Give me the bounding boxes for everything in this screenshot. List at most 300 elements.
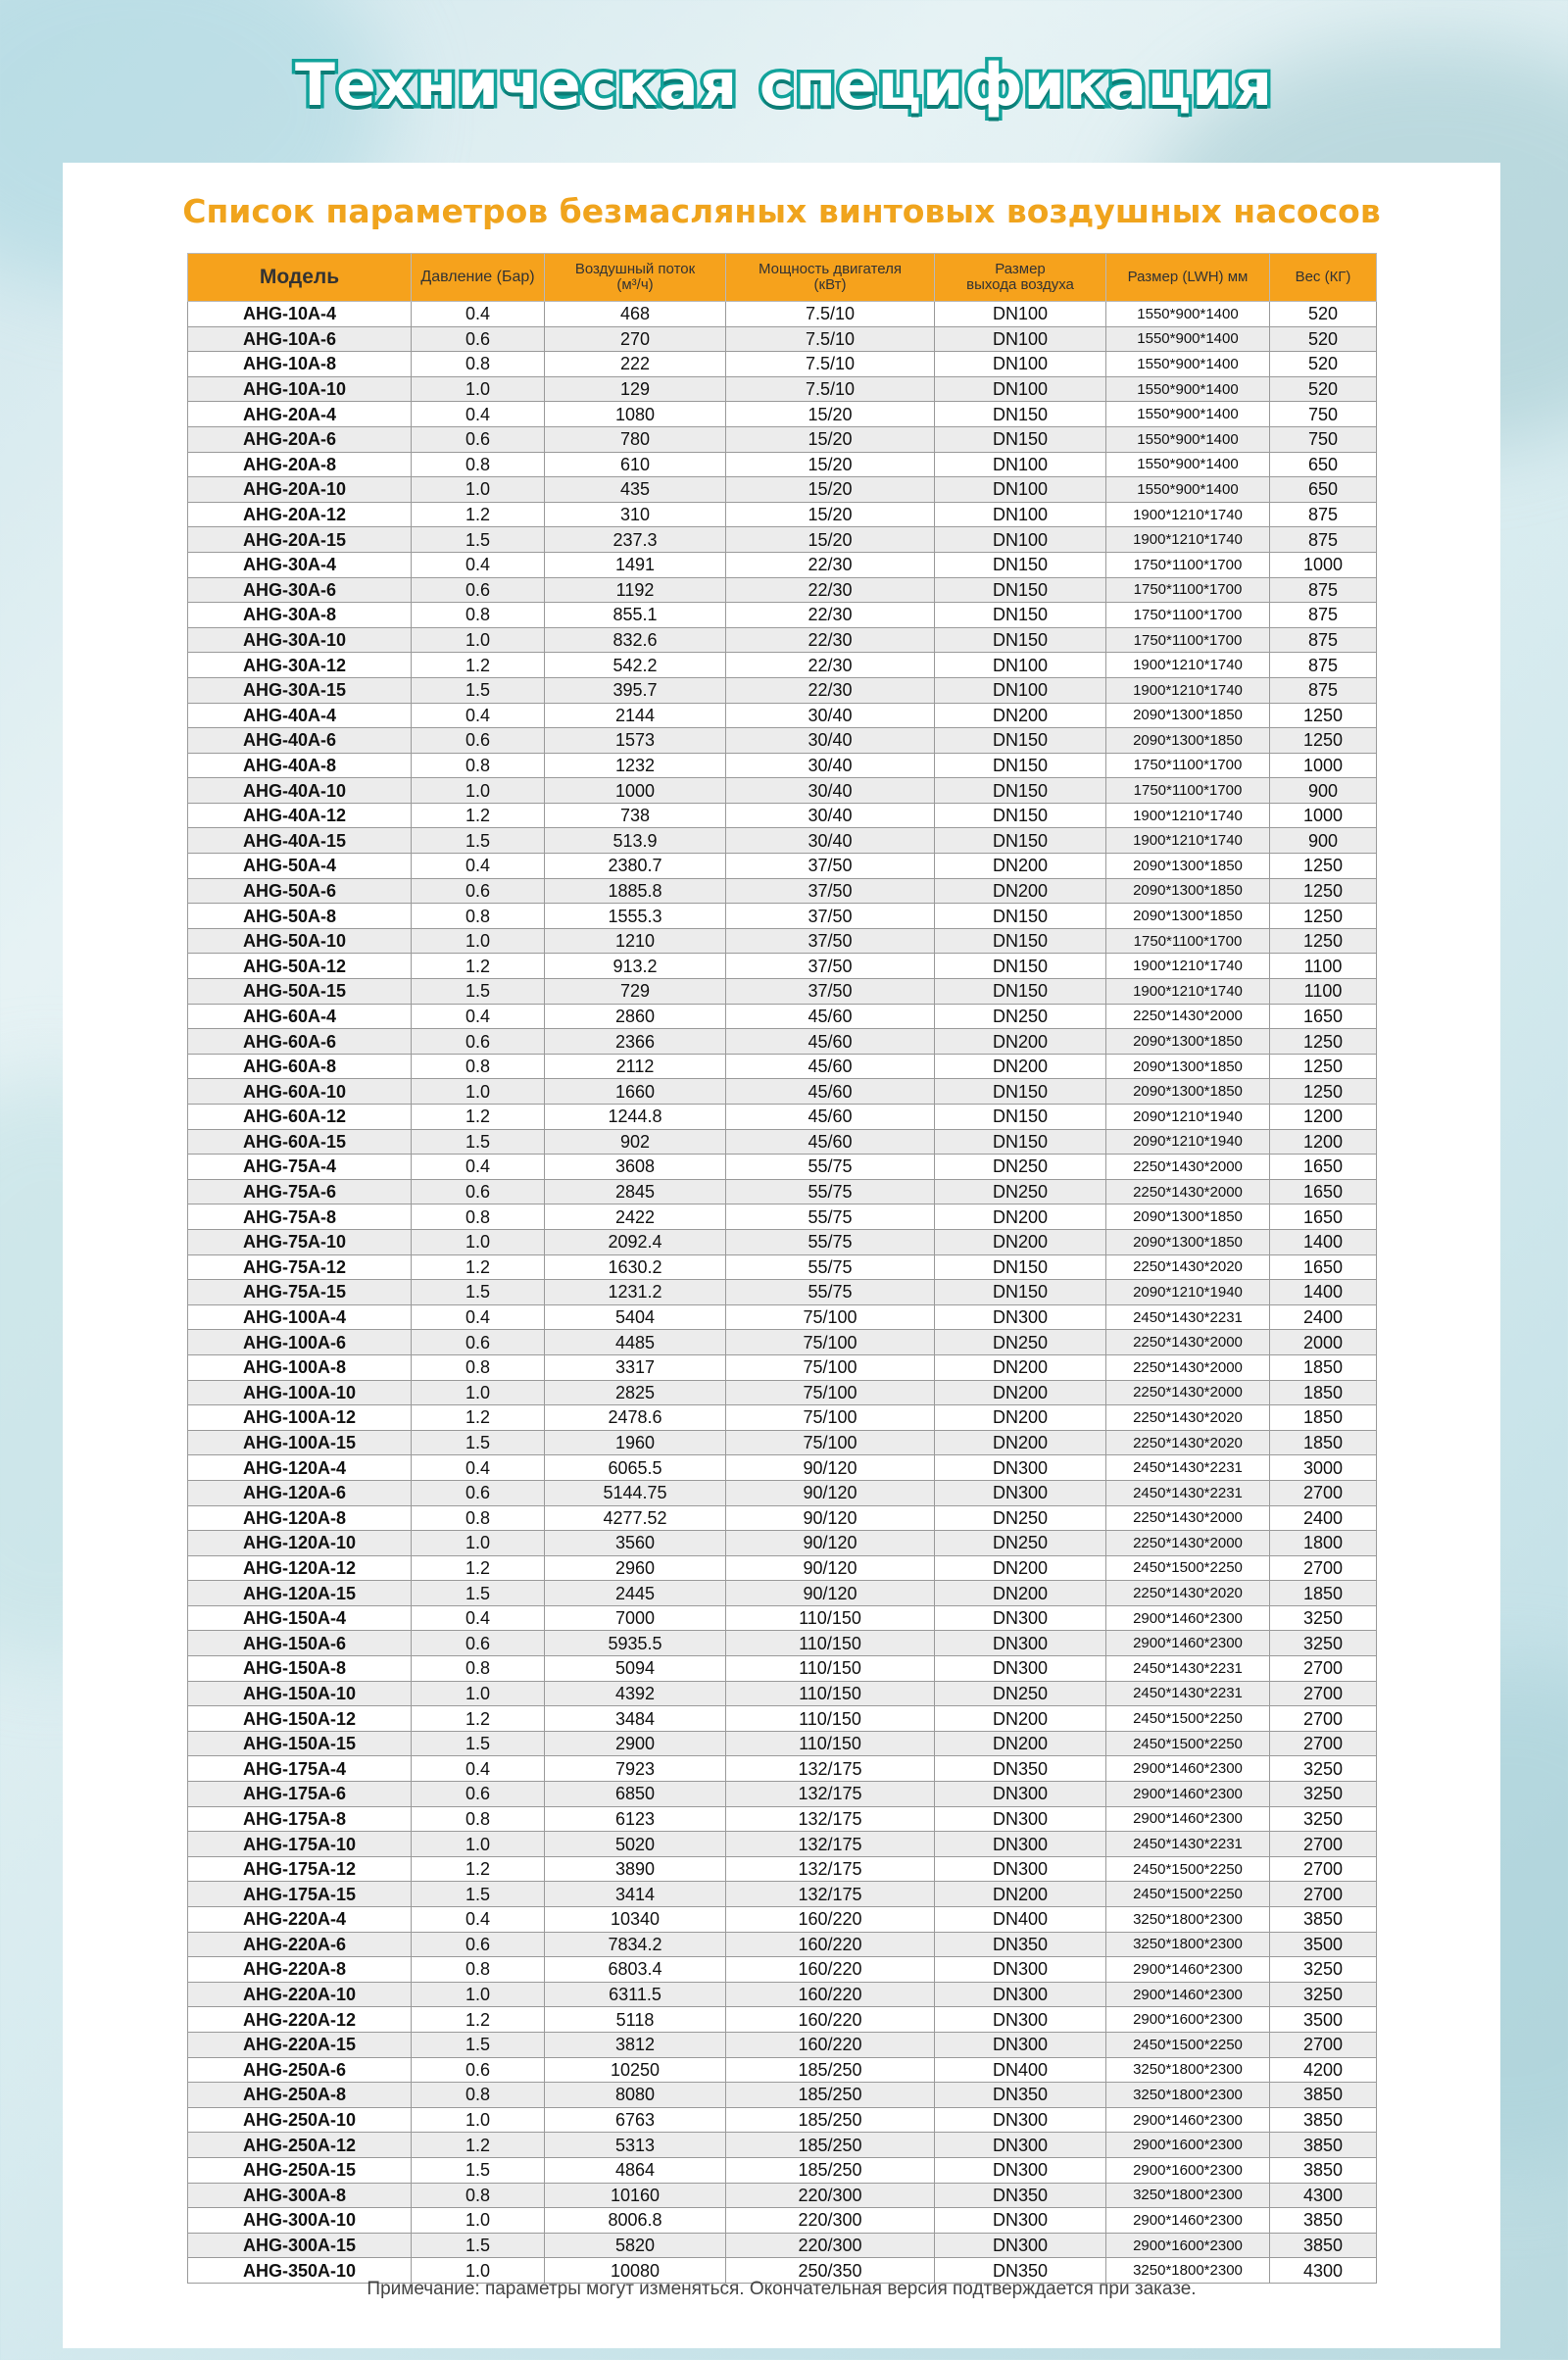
cell-outlet: DN150 bbox=[935, 728, 1106, 754]
table-row bbox=[188, 502, 1377, 527]
cell-model: AHG-100A-4 bbox=[188, 1304, 412, 1330]
cell-power: 185/250 bbox=[726, 2057, 935, 2083]
cell-dimensions: 2450*1430*2231 bbox=[1106, 1681, 1270, 1706]
header-weight: Вес (КГ) bbox=[1270, 254, 1377, 302]
table-row bbox=[188, 1029, 1377, 1055]
cell-outlet: DN100 bbox=[935, 653, 1106, 678]
table-row bbox=[188, 2157, 1377, 2183]
cell-pressure: 1.2 bbox=[412, 653, 545, 678]
cell-outlet: DN200 bbox=[935, 1882, 1106, 1907]
cell-model: AHG-220A-10 bbox=[188, 1982, 412, 2007]
cell-outlet: DN300 bbox=[935, 2032, 1106, 2057]
table-row bbox=[188, 577, 1377, 603]
cell-power: 110/150 bbox=[726, 1605, 935, 1631]
cell-weight: 1650 bbox=[1270, 1205, 1377, 1230]
cell-airflow: 610 bbox=[545, 452, 726, 477]
cell-power: 45/60 bbox=[726, 1029, 935, 1055]
cell-pressure: 0.4 bbox=[412, 1907, 545, 1933]
cell-weight: 3850 bbox=[1270, 2233, 1377, 2258]
cell-outlet: DN150 bbox=[935, 603, 1106, 628]
cell-power: 90/120 bbox=[726, 1480, 935, 1505]
cell-power: 22/30 bbox=[726, 627, 935, 653]
cell-weight: 3250 bbox=[1270, 1782, 1377, 1807]
cell-outlet: DN300 bbox=[935, 2007, 1106, 2033]
cell-dimensions: 2450*1430*2231 bbox=[1106, 1480, 1270, 1505]
cell-model: AHG-50A-8 bbox=[188, 904, 412, 929]
cell-weight: 875 bbox=[1270, 603, 1377, 628]
footnote: Примечание: параметры могут изменяться. Окончательная версия подтверждается при заказе. bbox=[367, 2279, 1197, 2299]
cell-dimensions: 3250*1800*2300 bbox=[1106, 1907, 1270, 1933]
cell-outlet: DN200 bbox=[935, 1205, 1106, 1230]
cell-weight: 1100 bbox=[1270, 979, 1377, 1005]
cell-dimensions: 1750*1100*1700 bbox=[1106, 753, 1270, 778]
cell-weight: 875 bbox=[1270, 577, 1377, 603]
cell-weight: 2400 bbox=[1270, 1505, 1377, 1531]
cell-airflow: 1232 bbox=[545, 753, 726, 778]
cell-weight: 2700 bbox=[1270, 1856, 1377, 1882]
cell-power: 15/20 bbox=[726, 402, 935, 427]
table-row bbox=[188, 1054, 1377, 1079]
cell-dimensions: 2450*1500*2250 bbox=[1106, 1882, 1270, 1907]
cell-power: 30/40 bbox=[726, 803, 935, 828]
cell-outlet: DN400 bbox=[935, 2057, 1106, 2083]
cell-airflow: 738 bbox=[545, 803, 726, 828]
table-row bbox=[188, 778, 1377, 804]
cell-power: 90/120 bbox=[726, 1555, 935, 1581]
cell-dimensions: 1900*1210*1740 bbox=[1106, 653, 1270, 678]
cell-airflow: 1080 bbox=[545, 402, 726, 427]
cell-pressure: 0.4 bbox=[412, 552, 545, 577]
cell-airflow: 222 bbox=[545, 352, 726, 377]
cell-airflow: 902 bbox=[545, 1129, 726, 1155]
cell-power: 160/220 bbox=[726, 2007, 935, 2033]
cell-power: 75/100 bbox=[726, 1380, 935, 1405]
table-row bbox=[188, 1380, 1377, 1405]
cell-dimensions: 2090*1300*1850 bbox=[1106, 703, 1270, 728]
table-row bbox=[188, 302, 1377, 327]
cell-power: 15/20 bbox=[726, 477, 935, 503]
cell-model: AHG-20A-15 bbox=[188, 527, 412, 553]
cell-airflow: 3812 bbox=[545, 2032, 726, 2057]
cell-airflow: 6803.4 bbox=[545, 1957, 726, 1983]
table-row bbox=[188, 2107, 1377, 2133]
cell-airflow: 2825 bbox=[545, 1380, 726, 1405]
header-outlet-label: Размер bbox=[995, 261, 1046, 278]
page-title: Техническая спецификация bbox=[295, 51, 1273, 120]
cell-model: AHG-120A-4 bbox=[188, 1455, 412, 1481]
table-row bbox=[188, 803, 1377, 828]
cell-power: 55/75 bbox=[726, 1179, 935, 1205]
cell-model: AHG-40A-6 bbox=[188, 728, 412, 754]
cell-model: AHG-250A-6 bbox=[188, 2057, 412, 2083]
cell-airflow: 5313 bbox=[545, 2133, 726, 2158]
cell-power: 185/250 bbox=[726, 2157, 935, 2183]
cell-airflow: 5144.75 bbox=[545, 1480, 726, 1505]
cell-dimensions: 2250*1430*2020 bbox=[1106, 1405, 1270, 1431]
cell-model: AHG-150A-15 bbox=[188, 1731, 412, 1756]
cell-model: AHG-10A-10 bbox=[188, 376, 412, 402]
cell-power: 55/75 bbox=[726, 1280, 935, 1305]
cell-weight: 875 bbox=[1270, 653, 1377, 678]
table-row bbox=[188, 1004, 1377, 1029]
cell-power: 160/220 bbox=[726, 1982, 935, 2007]
cell-airflow: 1491 bbox=[545, 552, 726, 577]
cell-model: AHG-10A-8 bbox=[188, 352, 412, 377]
cell-outlet: DN150 bbox=[935, 1079, 1106, 1105]
cell-outlet: DN150 bbox=[935, 904, 1106, 929]
cell-outlet: DN300 bbox=[935, 2107, 1106, 2133]
cell-airflow: 4277.52 bbox=[545, 1505, 726, 1531]
cell-pressure: 0.8 bbox=[412, 1354, 545, 1380]
cell-power: 55/75 bbox=[726, 1254, 935, 1280]
cell-weight: 750 bbox=[1270, 426, 1377, 452]
cell-dimensions: 3250*1800*2300 bbox=[1106, 2258, 1270, 2284]
cell-pressure: 0.6 bbox=[412, 1480, 545, 1505]
cell-dimensions: 2250*1430*2000 bbox=[1106, 1505, 1270, 1531]
table-row bbox=[188, 326, 1377, 352]
table-row bbox=[188, 954, 1377, 979]
cell-pressure: 1.2 bbox=[412, 954, 545, 979]
cell-outlet: DN250 bbox=[935, 1330, 1106, 1355]
cell-weight: 1000 bbox=[1270, 753, 1377, 778]
cell-airflow: 3317 bbox=[545, 1354, 726, 1380]
cell-pressure: 0.8 bbox=[412, 1054, 545, 1079]
cell-model: AHG-40A-15 bbox=[188, 828, 412, 854]
cell-dimensions: 3250*1800*2300 bbox=[1106, 2057, 1270, 2083]
cell-pressure: 0.4 bbox=[412, 854, 545, 879]
cell-weight: 1250 bbox=[1270, 1079, 1377, 1105]
cell-airflow: 3608 bbox=[545, 1155, 726, 1180]
cell-model: AHG-30A-8 bbox=[188, 603, 412, 628]
cell-outlet: DN250 bbox=[935, 1505, 1106, 1531]
cell-airflow: 1630.2 bbox=[545, 1254, 726, 1280]
cell-power: 37/50 bbox=[726, 979, 935, 1005]
cell-pressure: 0.8 bbox=[412, 1806, 545, 1832]
cell-outlet: DN100 bbox=[935, 502, 1106, 527]
cell-model: AHG-75A-6 bbox=[188, 1179, 412, 1205]
table-row bbox=[188, 904, 1377, 929]
cell-power: 90/120 bbox=[726, 1455, 935, 1481]
cell-airflow: 7834.2 bbox=[545, 1932, 726, 1957]
cell-outlet: DN250 bbox=[935, 1004, 1106, 1029]
cell-dimensions: 1750*1100*1700 bbox=[1106, 928, 1270, 954]
cell-outlet: DN300 bbox=[935, 1957, 1106, 1983]
table-row bbox=[188, 2007, 1377, 2033]
cell-dimensions: 2090*1300*1850 bbox=[1106, 1029, 1270, 1055]
cell-outlet: DN200 bbox=[935, 1706, 1106, 1732]
cell-dimensions: 2900*1600*2300 bbox=[1106, 2133, 1270, 2158]
table-row bbox=[188, 1480, 1377, 1505]
cell-pressure: 0.6 bbox=[412, 1330, 545, 1355]
cell-model: AHG-220A-12 bbox=[188, 2007, 412, 2033]
cell-weight: 1250 bbox=[1270, 728, 1377, 754]
cell-dimensions: 2090*1210*1940 bbox=[1106, 1105, 1270, 1130]
table-row bbox=[188, 1430, 1377, 1455]
cell-model: AHG-60A-15 bbox=[188, 1129, 412, 1155]
cell-pressure: 1.2 bbox=[412, 1405, 545, 1431]
cell-pressure: 1.5 bbox=[412, 1280, 545, 1305]
cell-power: 30/40 bbox=[726, 778, 935, 804]
cell-pressure: 0.8 bbox=[412, 1957, 545, 1983]
cell-power: 132/175 bbox=[726, 1856, 935, 1882]
table-row bbox=[188, 1605, 1377, 1631]
cell-dimensions: 2900*1460*2300 bbox=[1106, 1982, 1270, 2007]
cell-dimensions: 2090*1300*1850 bbox=[1106, 1229, 1270, 1254]
cell-power: 15/20 bbox=[726, 502, 935, 527]
cell-pressure: 1.0 bbox=[412, 1380, 545, 1405]
cell-pressure: 1.5 bbox=[412, 828, 545, 854]
cell-airflow: 6065.5 bbox=[545, 1455, 726, 1481]
cell-pressure: 1.0 bbox=[412, 778, 545, 804]
cell-model: AHG-150A-12 bbox=[188, 1706, 412, 1732]
cell-weight: 4200 bbox=[1270, 2057, 1377, 2083]
cell-airflow: 6763 bbox=[545, 2107, 726, 2133]
cell-model: AHG-60A-4 bbox=[188, 1004, 412, 1029]
cell-power: 160/220 bbox=[726, 2032, 935, 2057]
table-row bbox=[188, 854, 1377, 879]
cell-model: AHG-220A-6 bbox=[188, 1932, 412, 1957]
cell-outlet: DN300 bbox=[935, 2208, 1106, 2234]
cell-model: AHG-220A-4 bbox=[188, 1907, 412, 1933]
cell-dimensions: 1750*1100*1700 bbox=[1106, 603, 1270, 628]
cell-airflow: 729 bbox=[545, 979, 726, 1005]
table-row bbox=[188, 1079, 1377, 1105]
cell-power: 220/300 bbox=[726, 2183, 935, 2208]
cell-pressure: 1.0 bbox=[412, 1229, 545, 1254]
cell-outlet: DN150 bbox=[935, 627, 1106, 653]
cell-pressure: 0.4 bbox=[412, 1756, 545, 1782]
cell-outlet: DN300 bbox=[935, 1982, 1106, 2007]
cell-airflow: 1960 bbox=[545, 1430, 726, 1455]
cell-airflow: 2366 bbox=[545, 1029, 726, 1055]
cell-weight: 1850 bbox=[1270, 1380, 1377, 1405]
cell-outlet: DN250 bbox=[935, 1179, 1106, 1205]
cell-outlet: DN100 bbox=[935, 326, 1106, 352]
cell-pressure: 0.6 bbox=[412, 2057, 545, 2083]
cell-outlet: DN300 bbox=[935, 2133, 1106, 2158]
cell-power: 45/60 bbox=[726, 1105, 935, 1130]
cell-model: AHG-175A-8 bbox=[188, 1806, 412, 1832]
cell-outlet: DN200 bbox=[935, 1229, 1106, 1254]
cell-outlet: DN250 bbox=[935, 1531, 1106, 1556]
cell-model: AHG-75A-12 bbox=[188, 1254, 412, 1280]
cell-model: AHG-220A-8 bbox=[188, 1957, 412, 1983]
cell-pressure: 0.8 bbox=[412, 2183, 545, 2208]
cell-pressure: 1.2 bbox=[412, 502, 545, 527]
cell-weight: 520 bbox=[1270, 352, 1377, 377]
cell-weight: 1400 bbox=[1270, 1280, 1377, 1305]
cell-power: 55/75 bbox=[726, 1205, 935, 1230]
cell-outlet: DN300 bbox=[935, 1605, 1106, 1631]
cell-weight: 520 bbox=[1270, 302, 1377, 327]
table-row bbox=[188, 1982, 1377, 2007]
header-model: Модель bbox=[188, 254, 412, 302]
table-row bbox=[188, 1706, 1377, 1732]
cell-outlet: DN350 bbox=[935, 2183, 1106, 2208]
cell-power: 90/120 bbox=[726, 1581, 935, 1606]
cell-pressure: 1.2 bbox=[412, 1105, 545, 1130]
cell-pressure: 0.6 bbox=[412, 1782, 545, 1807]
cell-model: AHG-350A-10 bbox=[188, 2258, 412, 2284]
cell-weight: 3500 bbox=[1270, 1932, 1377, 1957]
cell-dimensions: 1750*1100*1700 bbox=[1106, 577, 1270, 603]
cell-model: AHG-75A-4 bbox=[188, 1155, 412, 1180]
cell-outlet: DN150 bbox=[935, 928, 1106, 954]
cell-model: AHG-150A-10 bbox=[188, 1681, 412, 1706]
table-row bbox=[188, 1782, 1377, 1807]
cell-model: AHG-150A-8 bbox=[188, 1656, 412, 1682]
cell-weight: 650 bbox=[1270, 452, 1377, 477]
cell-pressure: 1.5 bbox=[412, 677, 545, 703]
cell-power: 37/50 bbox=[726, 954, 935, 979]
cell-dimensions: 2090*1300*1850 bbox=[1106, 878, 1270, 904]
table-row bbox=[188, 1731, 1377, 1756]
cell-power: 220/300 bbox=[726, 2233, 935, 2258]
cell-weight: 3850 bbox=[1270, 2157, 1377, 2183]
cell-outlet: DN300 bbox=[935, 1856, 1106, 1882]
cell-weight: 3850 bbox=[1270, 1907, 1377, 1933]
cell-pressure: 1.5 bbox=[412, 2032, 545, 2057]
header-airflow bbox=[545, 254, 726, 302]
cell-power: 22/30 bbox=[726, 603, 935, 628]
cell-pressure: 1.5 bbox=[412, 1581, 545, 1606]
cell-power: 15/20 bbox=[726, 452, 935, 477]
cell-dimensions: 2250*1430*2020 bbox=[1106, 1254, 1270, 1280]
cell-pressure: 1.0 bbox=[412, 376, 545, 402]
cell-outlet: DN250 bbox=[935, 1681, 1106, 1706]
cell-power: 132/175 bbox=[726, 1756, 935, 1782]
cell-power: 30/40 bbox=[726, 828, 935, 854]
cell-power: 110/150 bbox=[726, 1731, 935, 1756]
cell-power: 132/175 bbox=[726, 1882, 935, 1907]
cell-outlet: DN200 bbox=[935, 1029, 1106, 1055]
cell-weight: 1250 bbox=[1270, 854, 1377, 879]
cell-airflow: 5020 bbox=[545, 1832, 726, 1857]
cell-pressure: 0.4 bbox=[412, 1155, 545, 1180]
table-row bbox=[188, 1806, 1377, 1832]
cell-model: AHG-20A-4 bbox=[188, 402, 412, 427]
cell-power: 160/220 bbox=[726, 1907, 935, 1933]
cell-model: AHG-75A-8 bbox=[188, 1205, 412, 1230]
table-row bbox=[188, 1205, 1377, 1230]
table-row bbox=[188, 1105, 1377, 1130]
cell-airflow: 2422 bbox=[545, 1205, 726, 1230]
cell-power: 30/40 bbox=[726, 703, 935, 728]
cell-outlet: DN300 bbox=[935, 1455, 1106, 1481]
cell-power: 55/75 bbox=[726, 1155, 935, 1180]
cell-pressure: 1.0 bbox=[412, 1832, 545, 1857]
cell-pressure: 1.0 bbox=[412, 2258, 545, 2284]
table-row bbox=[188, 1631, 1377, 1656]
cell-weight: 2700 bbox=[1270, 1681, 1377, 1706]
cell-weight: 4300 bbox=[1270, 2258, 1377, 2284]
cell-airflow: 4864 bbox=[545, 2157, 726, 2183]
cell-airflow: 6850 bbox=[545, 1782, 726, 1807]
cell-airflow: 542.2 bbox=[545, 653, 726, 678]
cell-airflow: 5935.5 bbox=[545, 1631, 726, 1656]
cell-weight: 3250 bbox=[1270, 1957, 1377, 1983]
header-airflow-label: Воздушный поток bbox=[574, 261, 696, 278]
cell-pressure: 1.0 bbox=[412, 1982, 545, 2007]
cell-model: AHG-75A-15 bbox=[188, 1280, 412, 1305]
table-row bbox=[188, 2032, 1377, 2057]
cell-dimensions: 1900*1210*1740 bbox=[1106, 828, 1270, 854]
cell-weight: 900 bbox=[1270, 778, 1377, 804]
cell-dimensions: 2900*1460*2300 bbox=[1106, 1957, 1270, 1983]
cell-weight: 2700 bbox=[1270, 1731, 1377, 1756]
cell-airflow: 5094 bbox=[545, 1656, 726, 1682]
cell-weight: 2400 bbox=[1270, 1304, 1377, 1330]
cell-power: 30/40 bbox=[726, 753, 935, 778]
cell-weight: 875 bbox=[1270, 502, 1377, 527]
cell-weight: 520 bbox=[1270, 376, 1377, 402]
cell-weight: 1400 bbox=[1270, 1229, 1377, 1254]
cell-model: AHG-10A-6 bbox=[188, 326, 412, 352]
table-row bbox=[188, 753, 1377, 778]
table-row bbox=[188, 477, 1377, 503]
cell-outlet: DN300 bbox=[935, 1656, 1106, 1682]
cell-dimensions: 1750*1100*1700 bbox=[1106, 552, 1270, 577]
cell-pressure: 1.5 bbox=[412, 2157, 545, 2183]
cell-dimensions: 2250*1430*2000 bbox=[1106, 1155, 1270, 1180]
cell-dimensions: 1550*900*1400 bbox=[1106, 302, 1270, 327]
cell-model: AHG-100A-8 bbox=[188, 1354, 412, 1380]
cell-weight: 3850 bbox=[1270, 2208, 1377, 2234]
cell-airflow: 5118 bbox=[545, 2007, 726, 2033]
cell-airflow: 5404 bbox=[545, 1304, 726, 1330]
cell-pressure: 0.6 bbox=[412, 1932, 545, 1957]
cell-airflow: 1231.2 bbox=[545, 1280, 726, 1305]
table-row bbox=[188, 1932, 1377, 1957]
cell-outlet: DN200 bbox=[935, 878, 1106, 904]
cell-model: AHG-250A-8 bbox=[188, 2083, 412, 2108]
cell-airflow: 129 bbox=[545, 376, 726, 402]
cell-outlet: DN150 bbox=[935, 828, 1106, 854]
cell-airflow: 2478.6 bbox=[545, 1405, 726, 1431]
cell-model: AHG-60A-8 bbox=[188, 1054, 412, 1079]
table-row bbox=[188, 552, 1377, 577]
cell-airflow: 270 bbox=[545, 326, 726, 352]
cell-pressure: 0.8 bbox=[412, 2083, 545, 2108]
cell-dimensions: 2450*1430*2231 bbox=[1106, 1304, 1270, 1330]
table-row bbox=[188, 728, 1377, 754]
cell-outlet: DN150 bbox=[935, 1129, 1106, 1155]
table-row bbox=[188, 1531, 1377, 1556]
cell-outlet: DN100 bbox=[935, 352, 1106, 377]
table-body bbox=[188, 302, 1377, 2284]
cell-power: 132/175 bbox=[726, 1806, 935, 1832]
cell-pressure: 0.8 bbox=[412, 904, 545, 929]
cell-airflow: 2845 bbox=[545, 1179, 726, 1205]
cell-pressure: 1.0 bbox=[412, 477, 545, 503]
cell-dimensions: 1550*900*1400 bbox=[1106, 426, 1270, 452]
cell-outlet: DN100 bbox=[935, 527, 1106, 553]
cell-model: AHG-175A-10 bbox=[188, 1832, 412, 1857]
table-row bbox=[188, 1330, 1377, 1355]
cell-dimensions: 3250*1800*2300 bbox=[1106, 2183, 1270, 2208]
cell-model: AHG-120A-8 bbox=[188, 1505, 412, 1531]
cell-weight: 1250 bbox=[1270, 928, 1377, 954]
cell-weight: 1200 bbox=[1270, 1129, 1377, 1155]
cell-weight: 650 bbox=[1270, 477, 1377, 503]
cell-dimensions: 2900*1460*2300 bbox=[1106, 1782, 1270, 1807]
cell-dimensions: 1750*1100*1700 bbox=[1106, 778, 1270, 804]
cell-pressure: 1.2 bbox=[412, 1555, 545, 1581]
cell-airflow: 3560 bbox=[545, 1531, 726, 1556]
cell-pressure: 1.0 bbox=[412, 928, 545, 954]
cell-weight: 1250 bbox=[1270, 1054, 1377, 1079]
cell-weight: 2700 bbox=[1270, 1480, 1377, 1505]
